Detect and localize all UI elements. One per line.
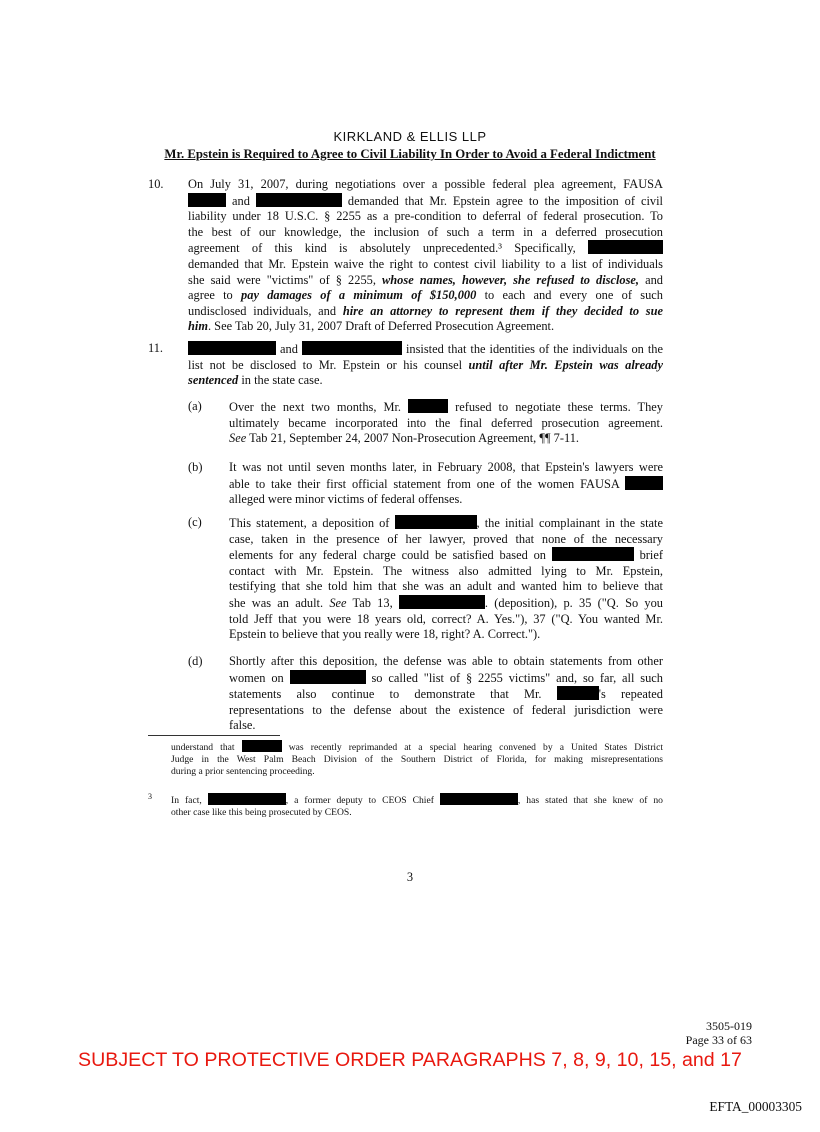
p10-text: agreement of this kind is absolutely unprecedented.³ Specifically, — [188, 241, 576, 256]
footnote-text: was recently reprimanded at a special hearing convened by a United States District — [288, 742, 663, 753]
sub-b-text: It was not until seven months later, in February 2008, that Epstein's lawyers were — [229, 460, 663, 474]
sub-c-text: testifying that she told him that she was an adult and wanted him to believe that — [229, 579, 663, 594]
sub-b-text: alleged were minor victims of federal offenses. — [229, 492, 463, 507]
footnote-text: other case like this being prosecuted by CEOS. — [171, 807, 352, 818]
subparagraph-b — [229, 460, 663, 508]
p10-text: the best of our knowledge, the inclusion of such a term in a deferred prosecution — [188, 224, 663, 239]
footnote-text: during a prior sentencing proceeding. — [171, 766, 315, 777]
paragraph-number-11: 11. — [148, 341, 164, 355]
sub-c-text: Epstein to believe that you really were 18, right? A. Correct."). — [229, 627, 541, 642]
p10-text: demanded that Mr. Epstein waive the right to contest civil liability to a list of individuals — [188, 256, 663, 271]
redaction-box — [588, 240, 663, 254]
redaction-box — [188, 193, 226, 207]
p10-text: to each and every one of such — [484, 288, 663, 303]
protective-order-banner: SUBJECT TO PROTECTIVE ORDER PARAGRAPHS 7, 8, 9, 10, 15, and 17 — [78, 1049, 742, 1071]
bates-number — [686, 1019, 752, 1047]
p10-emphasis: pay damages of a minimum of $150,000 — [241, 288, 477, 303]
footnote-text: , a former deputy to CEOS Chief — [285, 795, 434, 806]
sub-a-text: Over the next two months, Mr. — [229, 400, 402, 414]
redaction-box — [440, 793, 518, 805]
p10-emphasis: whose names, however, she refused to disclose, — [382, 272, 640, 287]
footnote-text: , has stated that she knew of no — [517, 795, 663, 806]
p10-text: undisclosed individuals, and — [188, 303, 337, 318]
sub-c-text: This statement, a deposition of — [229, 516, 390, 530]
redaction-box — [552, 547, 634, 561]
bates-line1: 3505-019 — [706, 1019, 752, 1033]
footnote-text: In fact, — [171, 795, 202, 806]
p10-text: agree to — [188, 288, 233, 303]
redaction-box — [557, 686, 599, 700]
subparagraph-a — [229, 399, 663, 447]
p10-text: and — [645, 272, 663, 287]
p11-emphasis: until after Mr. Epstein was already — [468, 357, 664, 372]
p10-line1: On July 31, 2007, during negotiations over a possible federal plea agreement, FAUSA — [188, 177, 663, 191]
sub-c-text: case, taken in the presence of her lawyer, proved that none of the necessary — [229, 531, 663, 546]
sub-c-text: brief — [639, 548, 663, 563]
redaction-box — [188, 341, 276, 355]
document-id: EFTA_00003305 — [709, 1099, 802, 1114]
redaction-box — [625, 476, 663, 490]
sub-c-text: Tab 13, — [352, 595, 393, 610]
sub-b-text: able to take their first official statement from one of the women FAUSA — [229, 476, 620, 491]
sub-d-text: statements also continue to demonstrate that Mr. — [229, 687, 542, 702]
redaction-box — [399, 595, 485, 609]
sub-a-text: See — [229, 431, 247, 446]
p11-emphasis: sentenced — [188, 373, 239, 388]
redaction-box — [395, 515, 477, 529]
paragraph-10 — [188, 177, 663, 335]
p11-text: in the state case. — [241, 373, 323, 388]
p11-text: and — [280, 342, 298, 356]
sub-d-text: so called "list of § 2255 victims" and, so far, all such — [371, 670, 663, 685]
redaction-box — [302, 341, 402, 355]
p11-text: insisted that the identities of the individuals on the — [405, 342, 664, 356]
sub-c-text: , the initial complainant in the state — [476, 516, 663, 530]
redaction-box — [408, 399, 448, 413]
p11-text: list not be disclosed to Mr. Epstein or his counsel — [188, 357, 463, 372]
p10-text: and — [232, 193, 250, 208]
sub-d-text: false. — [229, 718, 256, 733]
redaction-box — [256, 193, 342, 207]
paragraph-11 — [188, 341, 663, 389]
redaction-box — [208, 793, 286, 805]
sub-c-text: contact with Mr. Epstein. The witness also admitted lying to Mr. Epstein, — [229, 563, 663, 578]
p10-emphasis: him — [188, 319, 208, 334]
footnote-text: understand that — [171, 742, 235, 753]
sub-d-text: women on — [229, 670, 284, 685]
sub-c-text: she was an adult. — [229, 595, 324, 610]
footnote-3 — [171, 793, 663, 819]
footnote-continuation — [171, 740, 663, 778]
subparagraph-d — [229, 654, 663, 734]
sub-d-text: representations to the defense about the existence of federal jurisdiction were — [229, 702, 663, 717]
sub-d-text: 's repeated — [598, 687, 663, 702]
sub-c-text: . (deposition), p. 35 ("Q. So you — [484, 595, 664, 610]
p10-text: she said were "victims" of § 2255, — [188, 272, 376, 287]
firm-name: KIRKLAND & ELLIS LLP — [333, 129, 487, 144]
bates-page: Page 33 of 63 — [685, 1033, 752, 1047]
redaction-box — [290, 670, 366, 684]
subparagraph-label-a: (a) — [188, 399, 202, 413]
footnote-rule — [148, 735, 280, 736]
footnote-3-mark: 3 — [148, 792, 152, 801]
paragraph-number-10: 10. — [148, 177, 164, 191]
p10-emphasis: hire an attorney to represent them if they decided to sue — [342, 303, 663, 318]
p10-text: demanded that Mr. Epstein agree to the imposition of civil — [347, 193, 663, 208]
subparagraph-label-b: (b) — [188, 460, 203, 474]
p10-text: . See Tab 20, July 31, 2007 Draft of Deferred Prosecution Agreement. — [207, 319, 555, 334]
redaction-box — [242, 740, 282, 752]
subparagraph-c — [229, 515, 663, 643]
section-heading: Mr. Epstein is Required to Agree to Civil Liability In Order to Avoid a Federal Indictment — [164, 147, 656, 161]
footnote-text: Judge in the West Palm Beach Division of the Southern District of Florida, for making misrepresentations — [171, 754, 663, 765]
sub-a-text: refused to negotiate these terms. They — [455, 400, 663, 414]
sub-c-text: See — [329, 595, 347, 610]
sub-c-text: told Jeff that you were 18 years old, correct? A. Yes."), 37 ("Q. You wanted Mr. — [229, 611, 663, 626]
sub-c-text: elements for any federal charge could be satisfied based on — [229, 548, 546, 563]
p10-text: liability under 18 U.S.C. § 2255 as a pre-condition to deferral of federal prosecution. To — [188, 209, 663, 224]
subparagraph-label-c: (c) — [188, 515, 202, 529]
subparagraph-label-d: (d) — [188, 654, 203, 668]
sub-a-text: ultimately became incorporated into the final deferred prosecution agreement. — [229, 415, 663, 430]
page-number: 3 — [406, 870, 414, 884]
sub-d-text: Shortly after this deposition, the defense was able to obtain statements from other — [229, 654, 663, 668]
sub-a-text: Tab 21, September 24, 2007 Non-Prosecution Agreement, ¶¶ 7-11. — [249, 431, 580, 446]
